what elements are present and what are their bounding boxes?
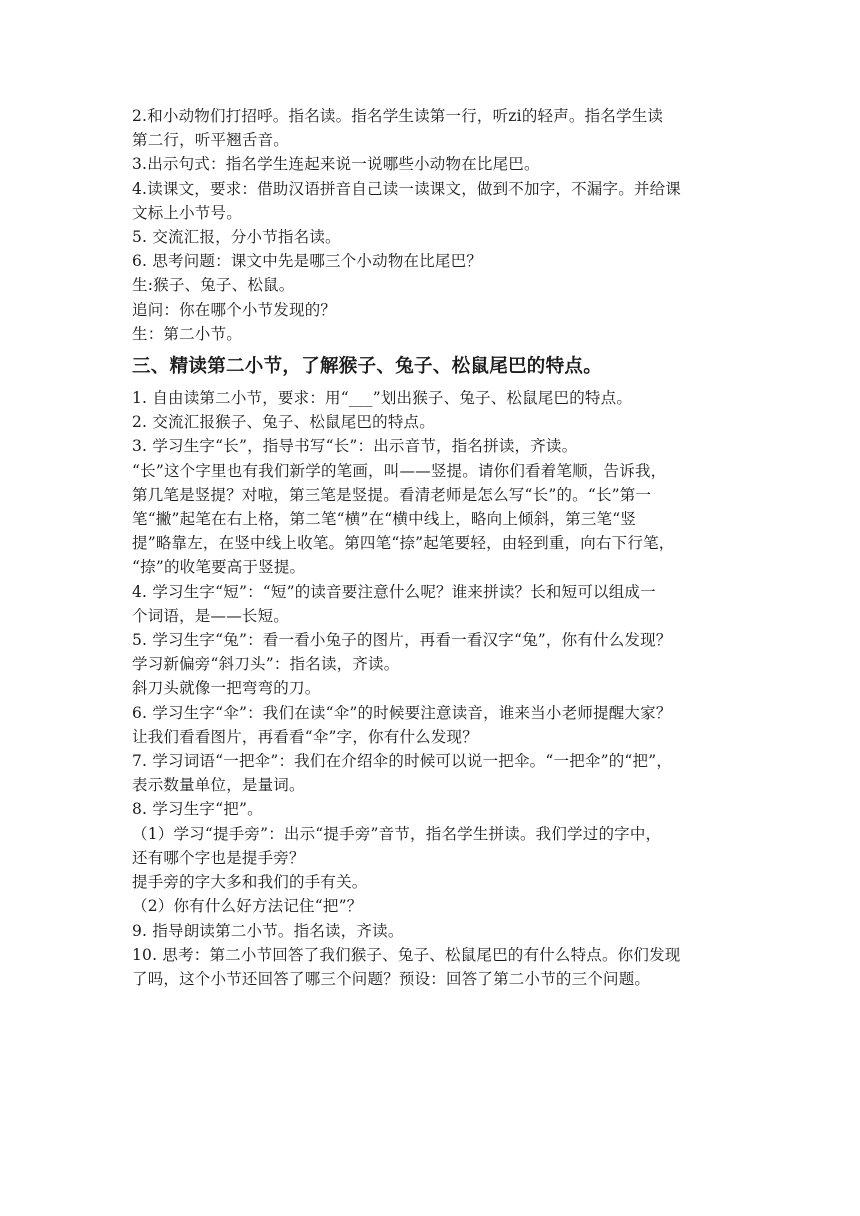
text-line: 表示数量单位，是量词。 xyxy=(132,776,305,795)
text-line: 4.读课文，要求：借助汉语拼音自己读一读课文，做到不加字，不漏字。并给课 xyxy=(132,179,681,198)
section-heading: 三、精读第二小节，了解猴子、兔子、松鼠尾巴的特点。 xyxy=(132,356,603,378)
text-line: 4. 学习生字“短”：“短”的读音要注意什么呢？谁来拼读？长和短可以组成一 xyxy=(132,582,656,601)
text-line: 笔“撇”起笔在右上格，第二笔“横”在“横中线上，略向上倾斜，第三笔“竖 xyxy=(132,510,637,529)
text-line: 还有哪个字也是提手旁？ xyxy=(132,848,305,867)
text-line: 让我们看看图片，再看看“伞”字，你有什么发现？ xyxy=(132,727,478,746)
text-line: 斜刀头就像一把弯弯的刀。 xyxy=(132,679,321,698)
text-line: 8. 学习生字“把”。 xyxy=(132,800,263,819)
text-line: 第二行，听平翘舌音。 xyxy=(132,131,290,150)
text-line: 文标上小节号。 xyxy=(132,203,242,222)
text-line: （1）学习“提手旁”：出示“提手旁”音节，指名学生拼读。我们学过的字中， xyxy=(132,824,662,843)
text-line: 生：第二小节。 xyxy=(132,324,242,343)
text-line: 2.和小动物们打招呼。指名读。指名学生读第一行，听zi的轻声。指名学生读 xyxy=(132,107,664,125)
text-line: 5. 交流汇报，分小节指名读。 xyxy=(132,228,341,247)
text-line: 生:猴子、兔子、松鼠。 xyxy=(132,276,295,295)
text-line: 个词语，是——长短。 xyxy=(132,606,290,625)
text-line: 9. 指导朗读第二小节。指名读，齐读。 xyxy=(132,921,404,940)
text-line: 追问：你在哪个小节发现的？ xyxy=(132,300,337,319)
text-line: 3.出示句式：指名学生连起来说一说哪些小动物在比尾巴。 xyxy=(132,155,540,174)
text-line: “捺”的收笔要高于竖提。 xyxy=(132,558,306,577)
text-line: 了吗，这个小节还回答了哪三个问题？预设：回答了第二小节的三个问题。 xyxy=(132,969,651,988)
text-line: （2）你有什么好方法记住“把”？ xyxy=(132,897,363,916)
close-reading-steps xyxy=(132,386,732,991)
text-line: 6. 学习生字“伞”：我们在读“伞”的时候要注意读音，谁来当小老师提醒大家？ xyxy=(132,703,672,722)
text-line: 6. 思考问题：课文中先是哪三个小动物在比尾巴？ xyxy=(132,252,483,271)
text-line: 10. 思考：第二小节回答了我们猴子、兔子、松鼠尾巴的有什么特点。你们发现 xyxy=(132,945,681,964)
text-line: 学习新偏旁“斜刀头”：指名读，齐读。 xyxy=(132,655,400,674)
text-line: 7. 学习词语“一把伞”：我们在介绍伞的时候可以说一把伞。“一把伞”的“把”， xyxy=(132,752,673,771)
text-line: 提”略靠左，在竖中线上收笔。第四笔“捺”起笔要轻，由轻到重，向右下行笔， xyxy=(132,534,675,553)
text-line: 1. 自由读第二小节，要求：用“___”划出猴子、兔子、松鼠尾巴的特点。 xyxy=(132,389,633,408)
text-line: “长”这个字里也有我们新学的笔画，叫——竖提。请你们看着笔顺，告诉我， xyxy=(132,461,667,480)
text-line: 第几笔是竖提？对啦，第三笔是竖提。看清老师是怎么写“长”的。“长”第一 xyxy=(132,485,652,504)
text-line: 提手旁的字大多和我们的手有关。 xyxy=(132,873,368,892)
text-line: 5. 学习生字“兔”：看一看小兔子的图片，再看一看汉字“兔”，你有什么发现？ xyxy=(132,631,672,650)
intro-steps xyxy=(132,104,732,346)
text-line: 3. 学习生字“长”，指导书写“长”：出示音节，指名拼读，齐读。 xyxy=(132,437,578,456)
text-line: 2. 交流汇报猴子、兔子、松鼠尾巴的特点。 xyxy=(132,413,435,432)
document-page xyxy=(132,104,732,991)
